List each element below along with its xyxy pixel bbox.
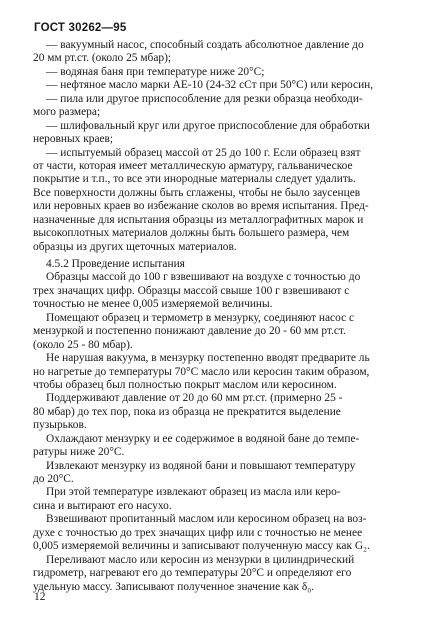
text-line: духе с точностью до трех значащих цифр или с точностью не менее bbox=[33, 526, 363, 539]
text-line: гидрометр, нагревают его до температуры 20°С и определяют его bbox=[33, 567, 352, 580]
text-line: — водяная баня при температуре ниже 20°С; bbox=[46, 65, 265, 78]
text-line: неровных краев; bbox=[33, 133, 114, 146]
text-line: но нагретые до температуры 70°С масло или керосин таким образом, bbox=[33, 365, 370, 378]
text-line: точностью не менее 0,005 измеряемой величины. bbox=[33, 298, 273, 311]
text-line: 0,005 измеряемой величины и записывают полученную массу как G₂. bbox=[33, 540, 370, 553]
text-line: Взвешивают пропитанный маслом или керосином образец на воз- bbox=[46, 513, 367, 526]
text-line: Переливают масло или керосин из мензурки в цилиндрический bbox=[46, 553, 355, 566]
text-line: удельную массу. Записывают полученное значение как δ₀. bbox=[33, 580, 315, 593]
text-line: Извлекают мензурку из водяной бани и повышают температуру bbox=[46, 459, 356, 472]
text-line: Охлаждают мензурку и ее содержимое в водяной бане до темпе- bbox=[46, 432, 360, 445]
text-line: от части, которая имеет металлическую арматуру, гальваническое bbox=[33, 159, 353, 172]
body-text bbox=[33, 39, 397, 594]
text-line: — нефтяное масло марки АЕ-10 (24-32 сСт при 50°С) или керосин, bbox=[46, 79, 374, 92]
text-line: покрытие и т.п., то все эти инородные материалы следует удалить. bbox=[33, 173, 356, 186]
text-line: Поддерживают давление от 20 до 60 мм рт.ст. (примерно 25 - bbox=[46, 392, 343, 405]
text-line: При этой температуре извлекают образец из масла или керо- bbox=[46, 486, 341, 499]
text-line: Не нарушая вакуума, в мензурку постепенно вводят предварите ль bbox=[46, 352, 370, 365]
text-line: Образцы массой до 100 г взвешивают на воздухе с точностью до bbox=[46, 271, 361, 284]
text-line: мензуркой и постепенно понижают давление до 20 - 60 мм рт.ст. bbox=[33, 325, 346, 338]
text-line: Помещают образец и термометр в мензурку, соединяют насос с bbox=[46, 311, 355, 324]
text-line: чтобы образец был полностью покрыт маслом или керосином. bbox=[33, 378, 337, 391]
text-line: — пила или другое приспособление для резки образца необходи- bbox=[46, 92, 363, 105]
text-line: (около 25 - 80 мбар). bbox=[33, 338, 133, 351]
text-line: — вакуумный насос, способный создать абсолютное давление до bbox=[46, 39, 364, 51]
text-line: — испытуемый образец массой от 25 до 100 г. Если образец взят bbox=[46, 146, 361, 159]
text-line: назначенные для испытания образцы из металлографитных марок и bbox=[33, 213, 364, 226]
text-line: до 20°С. bbox=[33, 473, 74, 485]
text-line: образцы из других щеточных материалов. bbox=[33, 240, 237, 253]
text-line: ратуры ниже 20°С. bbox=[33, 446, 125, 459]
text-line: пузырьков. bbox=[33, 419, 87, 432]
text-line: или неровных краев во избежание сколов во время испытания. Пред- bbox=[33, 200, 369, 213]
text-line: Все поверхности должны быть сглажены, чтобы не было заусенцев bbox=[33, 186, 361, 199]
text-line: — шлифовальный круг или другое приспособление для обработки bbox=[46, 119, 370, 132]
page-number: 12 bbox=[34, 591, 46, 603]
text-line: мого размера; bbox=[33, 106, 101, 119]
text-line: 20 мм рт.ст. (около 25 мбар); bbox=[33, 52, 172, 65]
text-line: 4.5.2 Проведение испытания bbox=[46, 258, 185, 270]
standard-code-header: ГОСТ 30262—95 bbox=[34, 22, 127, 34]
text-line: сина и вытирают его насухо. bbox=[33, 499, 172, 512]
text-line: 80 мбар) до тех пор, пока из образца не прекратится выделение bbox=[33, 405, 341, 418]
text-line: высокоплотных материалов должны быть большего размера, чем bbox=[33, 227, 350, 240]
text-line: трех значащих цифр. Образцы массой свыше 100 г взвешивают с bbox=[33, 284, 350, 297]
